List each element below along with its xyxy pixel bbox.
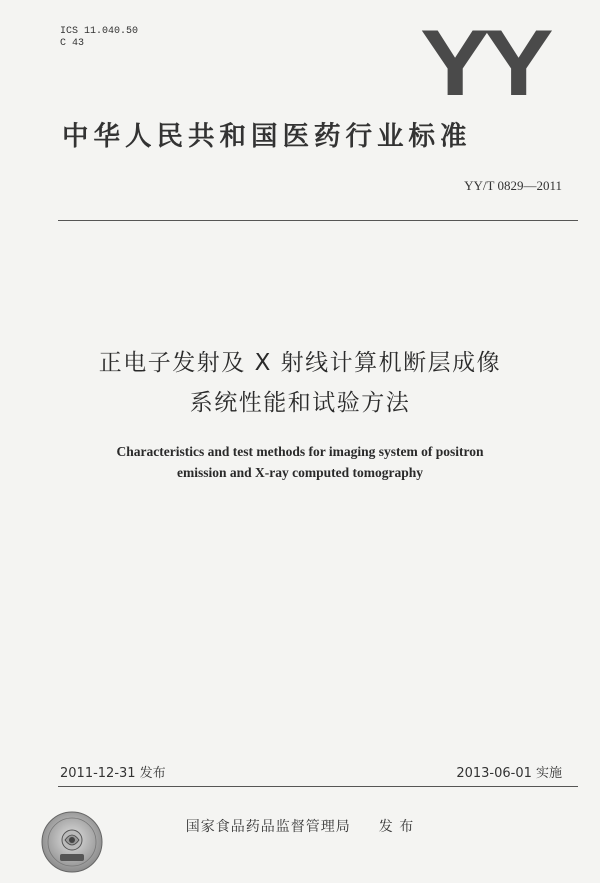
implementation-date: 2013-06-01 实施 [456, 766, 562, 781]
standard-number: YY/T 0829—2011 [464, 178, 562, 193]
english-title-line1: Characteristics and test methods for imaging system of positron [116, 444, 484, 459]
ics-classification [60, 26, 138, 50]
publisher-name: 国家食品药品监督管理局 [185, 819, 351, 835]
ics-code: ICS 11.040.50 [60, 26, 139, 37]
ccs-code: C 43 [60, 38, 85, 49]
header-divider [58, 220, 578, 221]
chinese-title-line2: 系统性能和试验方法 [189, 390, 411, 416]
issue-date: 2011-12-31 发布 [60, 766, 166, 781]
english-title-line2: emission and X-ray computed tomography [176, 465, 423, 480]
yy-logo: YY [420, 10, 548, 115]
footer-divider [58, 786, 578, 787]
standard-category-title: 中华人民共和国医药行业标准 [62, 121, 472, 152]
chinese-title-line1: 正电子发射及 X 射线计算机断层成像 [98, 350, 502, 376]
publish-action: 发 布 [378, 819, 415, 835]
anti-counterfeit-seal-icon [40, 810, 104, 874]
